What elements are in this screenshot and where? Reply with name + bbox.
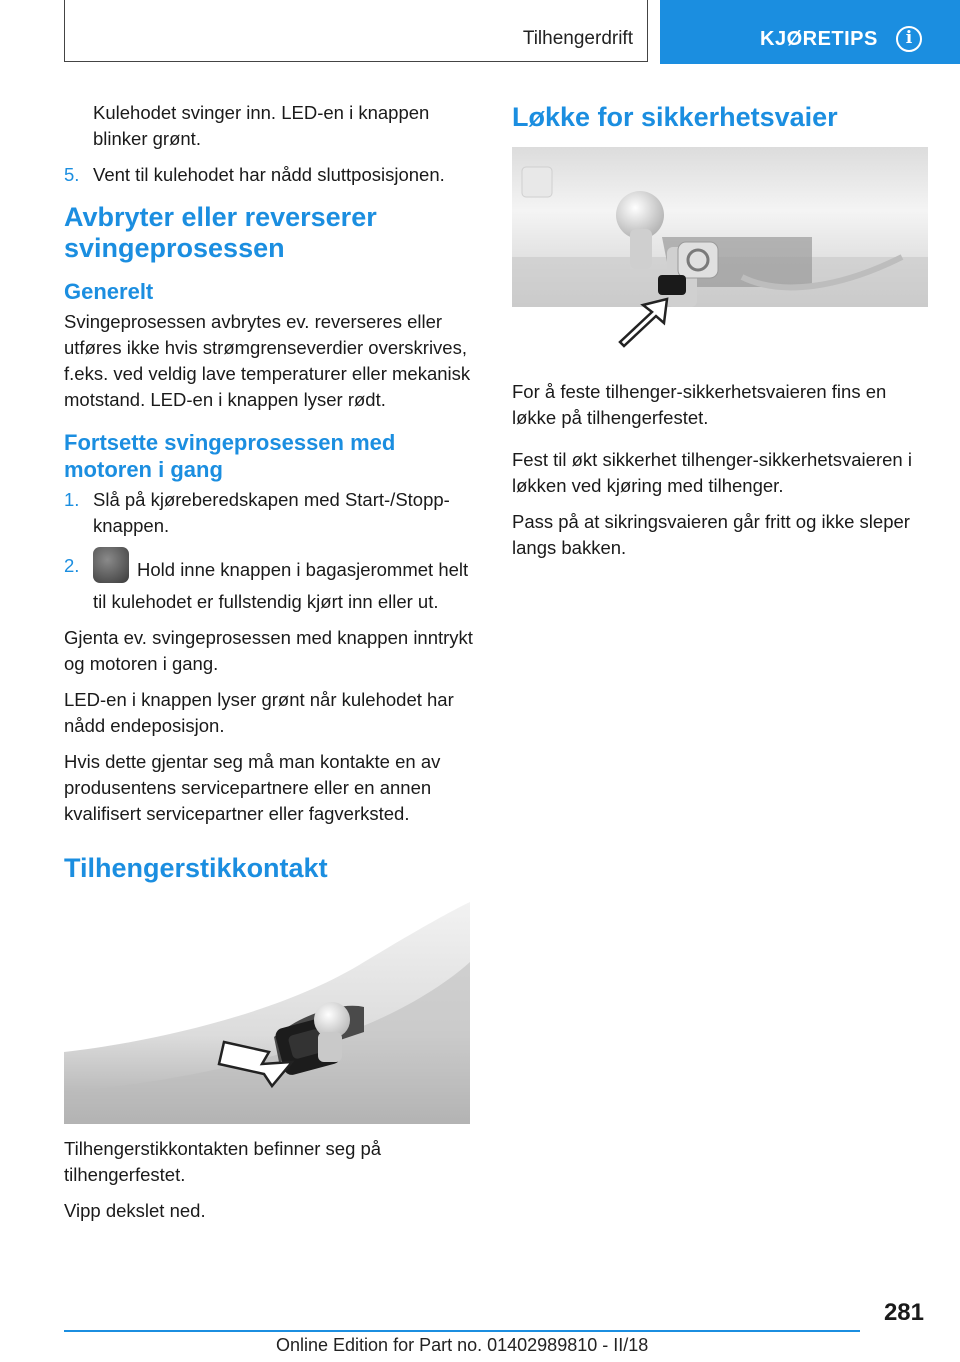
step-item (64, 487, 480, 539)
loop-purpose-text: For å feste tilhenger-sikkerhetsvaieren fins en løkke på tilhengerfestet. (512, 381, 887, 428)
trailer-hitch-button-icon (93, 547, 129, 583)
page-number: 281 (883, 1299, 924, 1326)
socket-cover-text: Vipp dekslet ned. (64, 1200, 206, 1221)
right-column (512, 100, 928, 571)
paragraph-service: Hvis dette gjentar seg må man kontakte en av produsentens servicepartnere eller en annen kvalifisert servicepartner eller fagverksted. (64, 751, 441, 824)
general-paragraph: Svingeprosessen avbrytes ev. reverseres eller utføres ikke hvis strømgrenseverdier overskrives, f.eks. ved veldig lave temperaturer eller mekanisk motstand. LED-en i knappen lyser rødt. (64, 311, 471, 410)
socket-location-text: Tilhengerstikkontakten befinner seg på tilhengerfestet. (64, 1138, 382, 1185)
paragraph-led: LED-en i knappen lyser grønt når kulehodet har nådd endeposisjon. (64, 689, 454, 736)
subheading-continue: Fortsette svingeprosessen med motoren i gang (64, 430, 396, 482)
loop-attach-text: Fest til økt sikkerhet tilhenger-sikkerhetsvaieren i løkken ved kjøring med tilhenger. (512, 449, 912, 496)
header-section-box (64, 0, 648, 62)
info-icon[interactable]: i (896, 26, 922, 52)
safety-loop-illustration (512, 147, 928, 367)
left-column (64, 100, 480, 1234)
footer-divider (64, 1330, 860, 1332)
step-text: Slå på kjøreberedskapen med Start-/Stopp-knappen. (93, 489, 450, 536)
step-text: Hold inne knappen i bagasjerommet helt til kulehodet er fullstendig kjørt inn eller ut. (93, 558, 469, 612)
step-number: 2. (64, 555, 80, 576)
heading-trailer-socket: Tilhengerstikkontakt (64, 853, 328, 883)
loop-caution-text: Pass på at sikringsvaieren går fritt og ikke sleper langs bakken. (512, 511, 910, 558)
step-item (64, 553, 480, 615)
step-text: Vent til kulehodet har nådd sluttposisjonen. (93, 164, 445, 185)
subheading-general: Generelt (64, 279, 154, 304)
step-number: 5. (64, 164, 80, 185)
heading-abort-reverse: Avbryter eller reverserer svingeprosessen (64, 202, 377, 263)
paragraph-repeat: Gjenta ev. svingeprosessen med knappen inntrykt og motoren i gang. (64, 627, 473, 674)
trailer-socket-illustration (64, 902, 470, 1124)
header-chapter-title: KJØRETIPS (760, 28, 878, 50)
step-item (64, 162, 480, 188)
heading-safety-loop: Løkke for sikkerhetsvaier (512, 102, 838, 132)
header-section-title: Tilhengerdrift (522, 28, 633, 49)
step-number: 1. (64, 489, 80, 510)
step4-continuation: Kulehodet svinger inn. LED-en i knappen blinker grønt. (93, 102, 430, 149)
footer-edition: Online Edition for Part no. 01402989810 - II/18 (276, 1335, 649, 1355)
header-chapter-tab[interactable] (660, 0, 960, 64)
